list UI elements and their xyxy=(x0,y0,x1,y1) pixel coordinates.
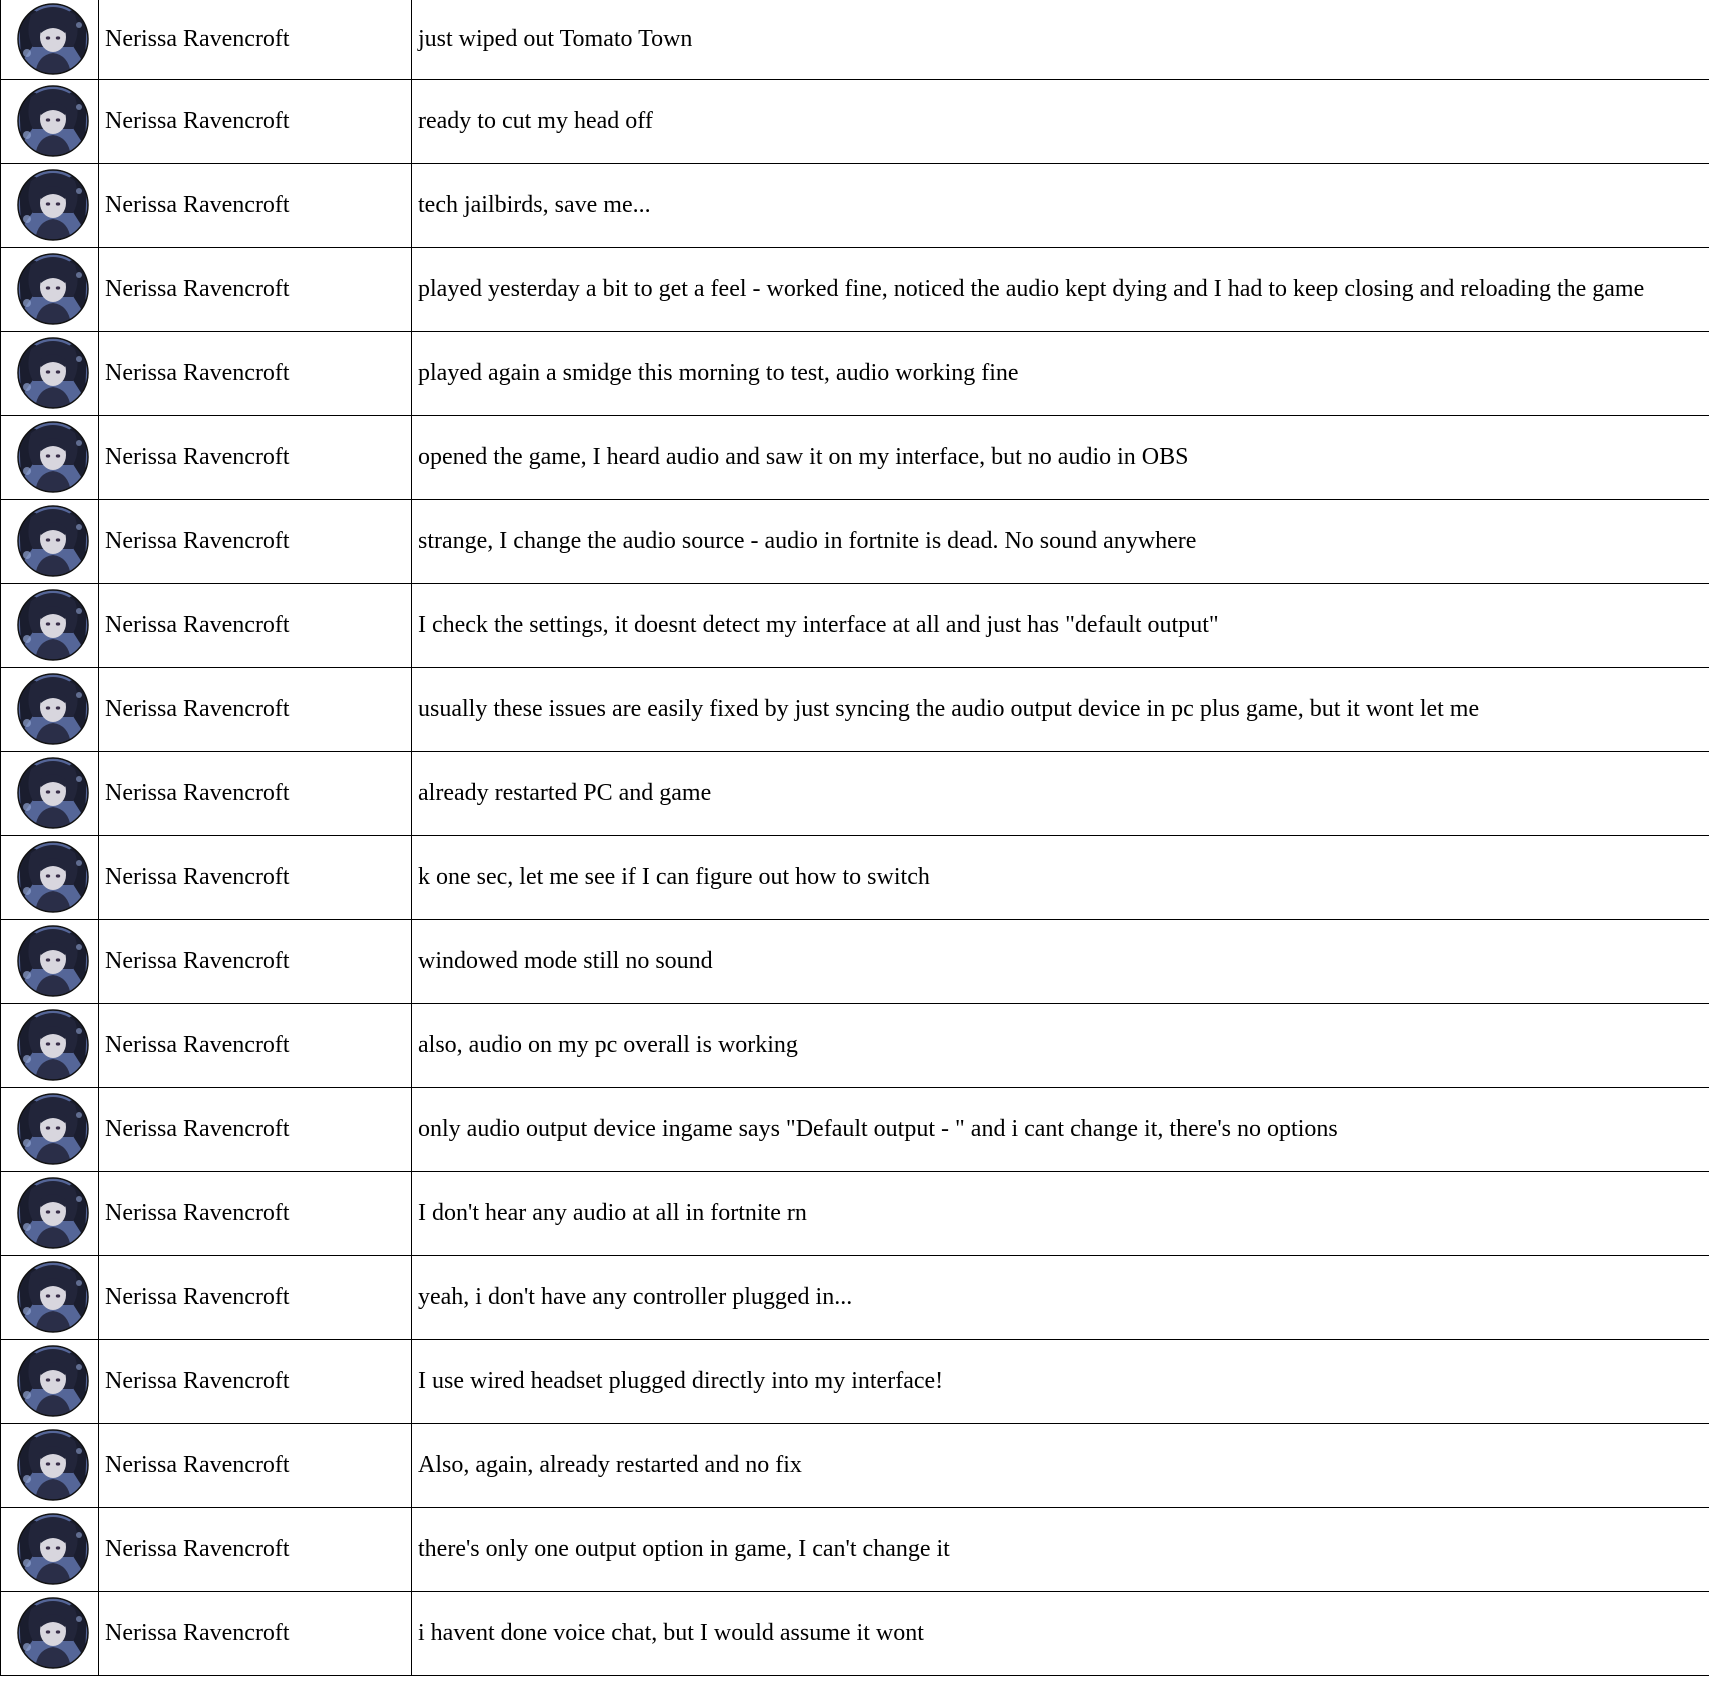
author-cell xyxy=(99,751,412,835)
author-name: Nerissa Ravencroft xyxy=(105,359,290,386)
message-cell xyxy=(412,1423,1709,1507)
author-name: Nerissa Ravencroft xyxy=(105,779,290,806)
message-cell xyxy=(412,1171,1709,1255)
author-cell xyxy=(99,415,412,499)
author-cell xyxy=(99,1171,412,1255)
avatar-cell xyxy=(1,1591,99,1675)
message-text: strange, I change the audio source - audio in fortnite is dead. No sound anywhere xyxy=(418,527,1197,554)
author-cell xyxy=(99,1003,412,1087)
message-text: ready to cut my head off xyxy=(418,107,653,134)
avatar-icon xyxy=(17,1513,89,1585)
message-row xyxy=(1,835,1709,919)
avatar-icon xyxy=(17,925,89,997)
avatar-cell xyxy=(1,1339,99,1423)
message-cell xyxy=(412,1339,1709,1423)
message-row xyxy=(1,415,1709,499)
message-row xyxy=(1,919,1709,1003)
avatar-icon xyxy=(17,1429,89,1501)
message-row xyxy=(1,1339,1709,1423)
author-cell xyxy=(99,919,412,1003)
avatar-cell xyxy=(1,415,99,499)
message-cell xyxy=(412,163,1709,247)
avatar-cell xyxy=(1,331,99,415)
author-name: Nerissa Ravencroft xyxy=(105,863,290,890)
avatar-icon xyxy=(17,1009,89,1081)
message-text: i havent done voice chat, but I would assume it wont xyxy=(418,1619,924,1646)
message-cell xyxy=(412,667,1709,751)
avatar-cell xyxy=(1,583,99,667)
author-cell xyxy=(99,1507,412,1591)
message-cell xyxy=(412,835,1709,919)
author-name: Nerissa Ravencroft xyxy=(105,1115,290,1142)
message-row xyxy=(1,1591,1709,1675)
avatar-icon xyxy=(17,505,89,577)
message-text: k one sec, let me see if I can figure out how to switch xyxy=(418,863,930,890)
message-text: I don't hear any audio at all in fortnite rn xyxy=(418,1199,807,1226)
message-text: also, audio on my pc overall is working xyxy=(418,1031,798,1058)
message-row xyxy=(1,1507,1709,1591)
author-cell xyxy=(99,79,412,163)
message-row xyxy=(1,1171,1709,1255)
message-row xyxy=(1,667,1709,751)
message-cell xyxy=(412,1087,1709,1171)
author-cell xyxy=(99,0,412,79)
author-cell xyxy=(99,667,412,751)
author-name: Nerissa Ravencroft xyxy=(105,275,290,302)
message-cell xyxy=(412,1591,1709,1675)
author-name: Nerissa Ravencroft xyxy=(105,443,290,470)
message-cell xyxy=(412,415,1709,499)
author-cell xyxy=(99,331,412,415)
avatar-icon xyxy=(17,85,89,157)
message-row xyxy=(1,1087,1709,1171)
message-row xyxy=(1,163,1709,247)
avatar-icon xyxy=(17,337,89,409)
message-row xyxy=(1,79,1709,163)
author-name: Nerissa Ravencroft xyxy=(105,25,290,52)
message-cell xyxy=(412,583,1709,667)
avatar-cell xyxy=(1,667,99,751)
author-name: Nerissa Ravencroft xyxy=(105,527,290,554)
author-cell xyxy=(99,163,412,247)
message-cell xyxy=(412,247,1709,331)
author-cell xyxy=(99,583,412,667)
message-text: usually these issues are easily fixed by just syncing the audio output device in pc plus game, but it wont let me xyxy=(418,695,1480,722)
avatar-icon xyxy=(17,253,89,325)
avatar-cell xyxy=(1,1423,99,1507)
author-name: Nerissa Ravencroft xyxy=(105,107,290,134)
avatar-icon xyxy=(17,1345,89,1417)
avatar-icon xyxy=(17,673,89,745)
avatar-icon xyxy=(17,757,89,829)
author-name: Nerissa Ravencroft xyxy=(105,1367,290,1394)
message-cell xyxy=(412,79,1709,163)
author-name: Nerissa Ravencroft xyxy=(105,1031,290,1058)
avatar-icon xyxy=(17,1093,89,1165)
message-cell xyxy=(412,751,1709,835)
avatar-cell xyxy=(1,1087,99,1171)
author-cell xyxy=(99,1339,412,1423)
avatar-cell xyxy=(1,919,99,1003)
author-cell xyxy=(99,499,412,583)
message-text: just wiped out Tomato Town xyxy=(418,25,693,52)
avatar-icon xyxy=(17,841,89,913)
message-text: tech jailbirds, save me... xyxy=(418,191,651,218)
avatar-cell xyxy=(1,1507,99,1591)
message-row xyxy=(1,1255,1709,1339)
author-cell xyxy=(99,835,412,919)
avatar-cell xyxy=(1,247,99,331)
avatar-cell xyxy=(1,0,99,79)
message-row xyxy=(1,247,1709,331)
avatar-cell xyxy=(1,79,99,163)
avatar-icon xyxy=(17,1177,89,1249)
message-text: opened the game, I heard audio and saw it on my interface, but no audio in OBS xyxy=(418,443,1189,470)
message-row xyxy=(1,331,1709,415)
avatar-cell xyxy=(1,163,99,247)
avatar-icon xyxy=(17,589,89,661)
author-cell xyxy=(99,247,412,331)
message-text: Also, again, already restarted and no fix xyxy=(418,1451,802,1478)
message-text: I use wired headset plugged directly into my interface! xyxy=(418,1367,944,1394)
message-row xyxy=(1,1423,1709,1507)
author-cell xyxy=(99,1591,412,1675)
message-text: yeah, i don't have any controller plugged in... xyxy=(418,1283,853,1310)
message-text: already restarted PC and game xyxy=(418,779,712,806)
avatar-cell xyxy=(1,1171,99,1255)
author-name: Nerissa Ravencroft xyxy=(105,1619,290,1646)
message-text: I check the settings, it doesnt detect my interface at all and just has "default output" xyxy=(418,611,1219,638)
message-row xyxy=(1,1003,1709,1087)
message-cell xyxy=(412,331,1709,415)
author-name: Nerissa Ravencroft xyxy=(105,611,290,638)
message-cell xyxy=(412,919,1709,1003)
message-text: there's only one output option in game, I can't change it xyxy=(418,1535,950,1562)
message-row xyxy=(1,499,1709,583)
avatar-cell xyxy=(1,751,99,835)
message-cell xyxy=(412,1507,1709,1591)
avatar-icon xyxy=(17,3,89,75)
avatar-icon xyxy=(17,421,89,493)
chat-log-body xyxy=(1,0,1709,1675)
author-name: Nerissa Ravencroft xyxy=(105,1451,290,1478)
avatar-icon xyxy=(17,169,89,241)
message-text: played yesterday a bit to get a feel - worked fine, noticed the audio kept dying and I had to keep closing and reloading the game xyxy=(418,275,1645,302)
message-text: only audio output device ingame says "Default output - " and i cant change it, there's no options xyxy=(418,1115,1338,1142)
author-cell xyxy=(99,1255,412,1339)
author-name: Nerissa Ravencroft xyxy=(105,191,290,218)
author-name: Nerissa Ravencroft xyxy=(105,1199,290,1226)
avatar-cell xyxy=(1,1255,99,1339)
author-name: Nerissa Ravencroft xyxy=(105,1535,290,1562)
author-name: Nerissa Ravencroft xyxy=(105,1283,290,1310)
avatar-cell xyxy=(1,499,99,583)
author-cell xyxy=(99,1423,412,1507)
message-row xyxy=(1,583,1709,667)
author-cell xyxy=(99,1087,412,1171)
avatar-cell xyxy=(1,835,99,919)
message-cell xyxy=(412,1255,1709,1339)
avatar-icon xyxy=(17,1597,89,1669)
author-name: Nerissa Ravencroft xyxy=(105,947,290,974)
avatar-icon xyxy=(17,1261,89,1333)
message-cell xyxy=(412,0,1709,79)
message-cell xyxy=(412,499,1709,583)
message-text: windowed mode still no sound xyxy=(418,947,713,974)
message-cell xyxy=(412,1003,1709,1087)
message-row xyxy=(1,751,1709,835)
avatar-cell xyxy=(1,1003,99,1087)
message-row xyxy=(1,0,1709,79)
message-text: played again a smidge this morning to test, audio working fine xyxy=(418,359,1019,386)
author-name: Nerissa Ravencroft xyxy=(105,695,290,722)
